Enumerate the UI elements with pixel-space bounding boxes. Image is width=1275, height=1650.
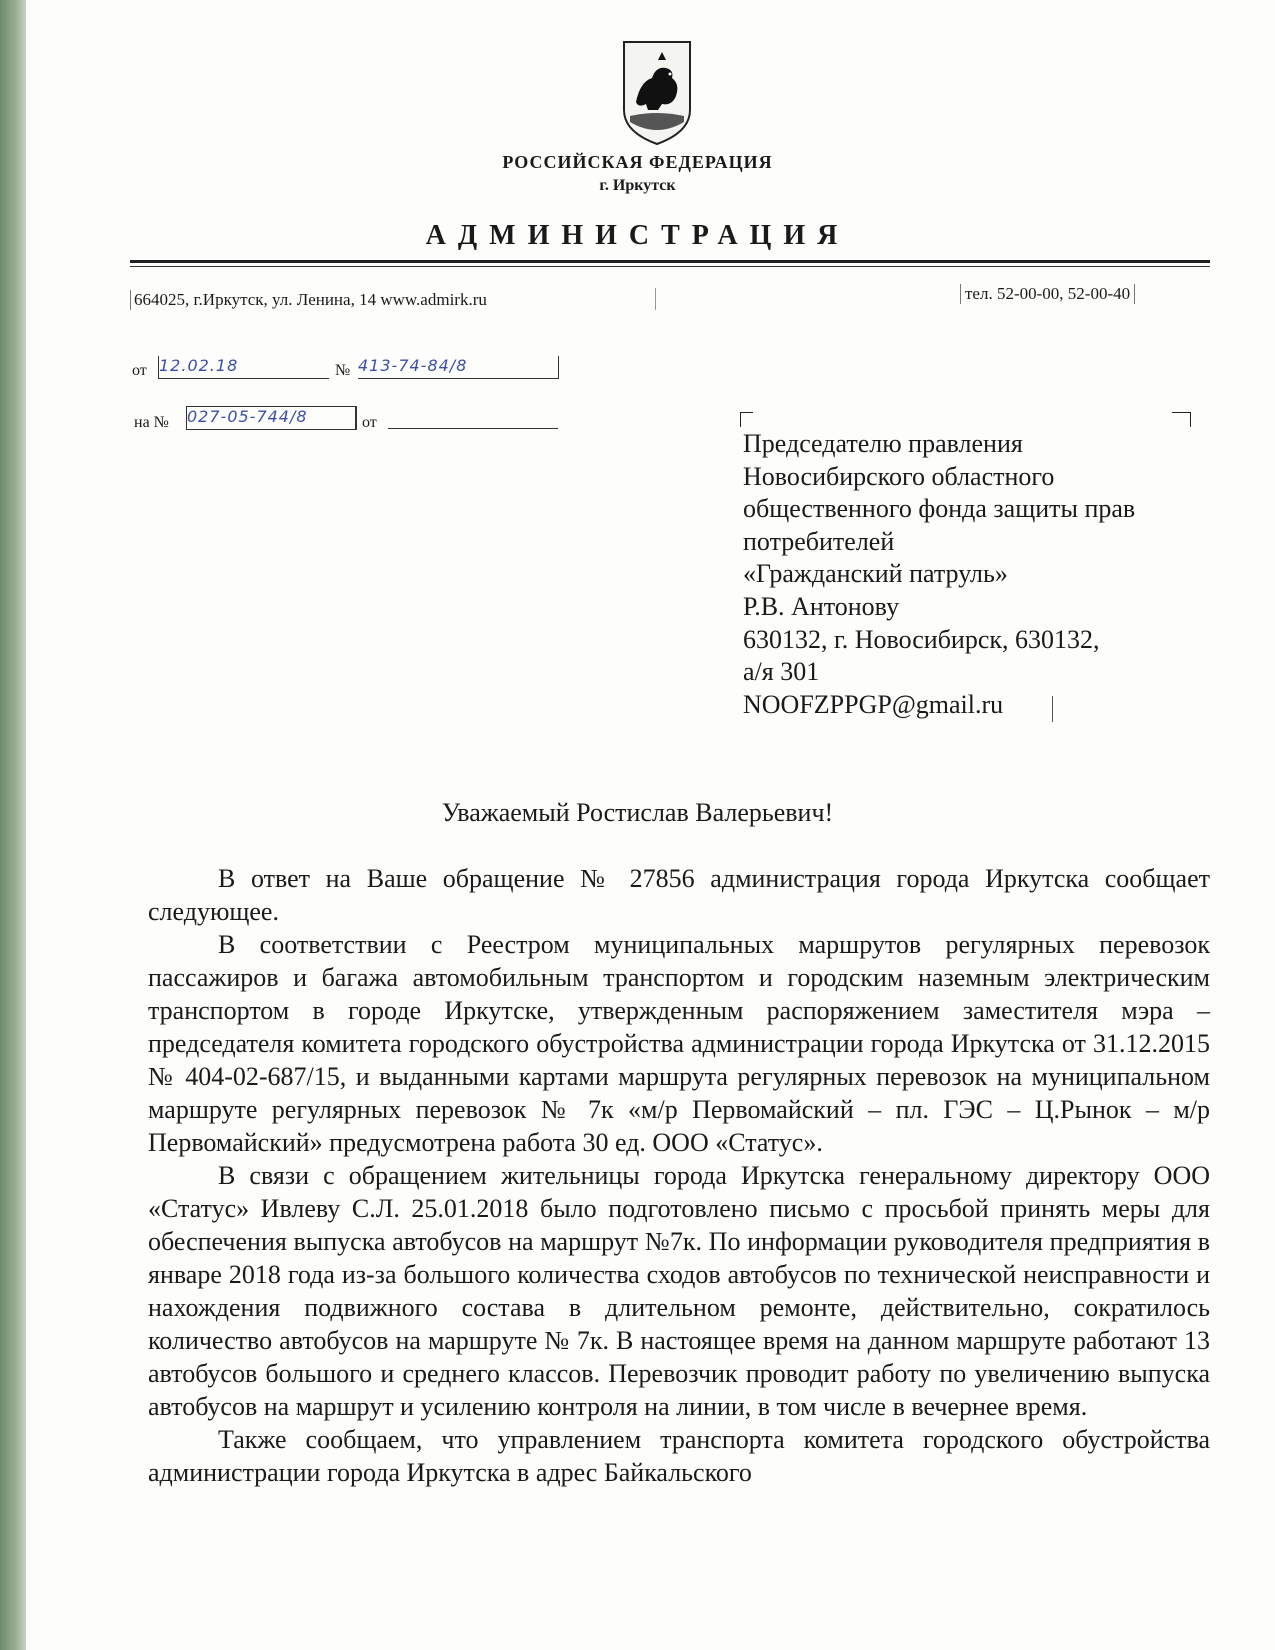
outgoing-number: 413-74-84/8 — [358, 356, 559, 379]
reply-date — [388, 406, 558, 429]
addressee-corner-right — [1172, 412, 1191, 427]
addressee-line: потребителей — [743, 526, 895, 556]
addressee-line: общественного фонда защиты прав — [743, 494, 1136, 524]
date-label: от — [132, 362, 147, 379]
addressee-line: Р.В. Антонову — [743, 591, 900, 621]
sender-address: 664025, г.Иркутск, ул. Ленина, 14 www.admirk.ru — [130, 290, 487, 310]
letter-body — [148, 862, 1210, 1489]
addressee-line: «Гражданский патруль» — [743, 559, 1008, 589]
addressee-line: 630132, г. Новосибирск, 630132, — [743, 624, 1100, 654]
reply-date-label: от — [362, 414, 377, 431]
address-bracket — [655, 288, 656, 310]
reply-number: 027-05-744/8 — [186, 406, 357, 430]
addressee-block — [743, 428, 1223, 721]
outgoing-date: 12.02.18 — [158, 356, 329, 379]
addressee-email: NOOFZPPGP@gmail.ru — [743, 689, 1004, 719]
header-rule-thin — [130, 266, 1210, 267]
country-heading: РОССИЙСКАЯ ФЕДЕРАЦИЯ — [502, 152, 773, 172]
body-paragraph: В связи с обращением жительницы города Иркутска генеральному директору ООО «Статус» Ивлеву С.Л. 25.01.2018 было подготовлено письмо с просьбой принять меры для обеспечения выпуска автобусов на маршрут №7к. По информации руководителя предприятия в январе 2018 года из-за большого количества сходов автобусов по технической неисправности и нахождения подвижного состава в длительном ремонте, действительно, сократилось количество автобусов на маршруте № 7к. В настоящее время на данном маршруте работают 13 автобусов большого и среднего классов. Перевозчик проводит работу по увеличению выпуска автобусов на маршрут и усилению контроля на линии, в том числе в вечернее время. — [148, 1161, 1210, 1421]
number-label: № — [335, 362, 351, 379]
city-heading: г. Иркутск — [599, 177, 676, 194]
header-rule — [130, 260, 1210, 263]
salutation: Уважаемый Ростислав Валерьевич! — [441, 798, 834, 827]
addressee-line: Новосибирского областного — [743, 461, 1055, 491]
addressee-corner-left — [740, 412, 753, 427]
body-paragraph: Также сообщаем, что управлением транспорта комитета городского обустройства администрации города Иркутска в адрес Байкальского — [148, 1425, 1210, 1487]
sender-phone: тел. 52-00-00, 52-00-40 — [960, 284, 1135, 304]
body-paragraph: В ответ на Ваше обращение № 27856 администрация города Иркутска сообщает следующее. — [148, 864, 1210, 926]
body-paragraph: В соответствии с Реестром муниципальных маршрутов регулярных перевозок пассажиров и багажа автомобильным транспортом и городским наземным электрическим транспортом в городе Иркутске, утвержденным распоряжением заместителя мэра – председателя комитета городского обустройства администрации города Иркутска от 31.12.2015 № 404-02-687/15, и выданными картами маршрута регулярных перевозок на муниципальном маршруте регулярных перевозок № 7к «м/р Первомайский – пл. ГЭС – Ц.Рынок – м/р Первомайский» предусмотрена работа 30 ед. ООО «Статус». — [148, 930, 1210, 1157]
reply-label: на № — [134, 414, 169, 431]
city-coat-of-arms-icon — [622, 40, 692, 146]
addressee-line: Председателю правления — [743, 429, 1023, 458]
addressee-bracket — [1052, 696, 1053, 722]
addressee-line: а/я 301 — [743, 657, 820, 687]
org-heading: АДМИНИСТРАЦИЯ — [425, 220, 850, 251]
